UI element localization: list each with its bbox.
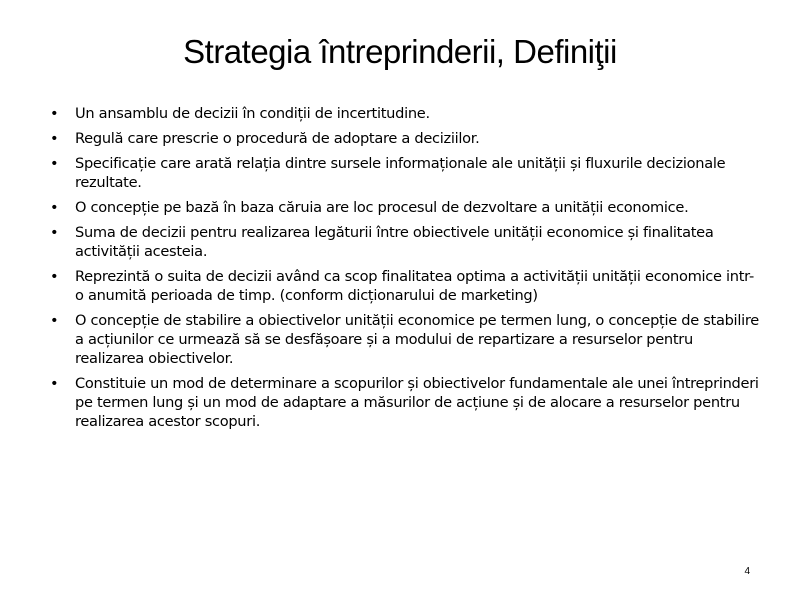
bullet-item bbox=[50, 104, 760, 123]
slide-title: Strategia întreprinderii, Definiţii bbox=[183, 33, 617, 70]
bullet-text: Reprezintă o suita de decizii având ca scop finalitatea optima a activității unității economice intr-o anumită perioada de timp. (conform dicționarului de marketing) bbox=[75, 268, 754, 304]
bullet-item bbox=[50, 198, 760, 217]
bullet-icon: • bbox=[50, 105, 59, 122]
bullet-icon: • bbox=[50, 312, 59, 329]
bullet-list bbox=[50, 104, 760, 437]
bullet-icon: • bbox=[50, 199, 59, 216]
bullet-icon: • bbox=[50, 375, 59, 392]
bullet-text: Regulă care prescrie o procedură de adoptare a deciziilor. bbox=[75, 130, 480, 147]
bullet-text: Suma de decizii pentru realizarea legăturii între obiectivele unității economice și finalitatea activității acesteia. bbox=[75, 224, 714, 260]
bullet-item bbox=[50, 267, 760, 305]
bullet-text: O concepție de stabilire a obiectivelor unității economice pe termen lung, o concepție de stabilire a acțiunilor ce urmează să se desfășoare și a modului de repartizare a resurselor pentru realizarea obiectivelor. bbox=[75, 312, 759, 367]
bullet-icon: • bbox=[50, 155, 59, 172]
bullet-text: Un ansamblu de decizii în condiții de incertitudine. bbox=[75, 105, 430, 122]
bullet-item bbox=[50, 311, 760, 368]
page-number: 4 bbox=[744, 566, 750, 577]
bullet-text: O concepție pe bază în baza căruia are loc procesul de dezvoltare a unității economice. bbox=[75, 199, 689, 216]
bullet-icon: • bbox=[50, 268, 59, 285]
bullet-text: Specificație care arată relația dintre sursele informaționale ale unității și fluxurile decizionale rezultate. bbox=[75, 155, 726, 191]
bullet-icon: • bbox=[50, 224, 59, 241]
bullet-icon: • bbox=[50, 130, 59, 147]
bullet-item bbox=[50, 223, 760, 261]
bullet-item bbox=[50, 129, 760, 148]
bullet-item bbox=[50, 154, 760, 192]
bullet-item bbox=[50, 374, 760, 431]
bullet-text: Constituie un mod de determinare a scopurilor și obiectivelor fundamentale ale unei întreprinderi pe termen lung și un mod de adaptare a măsurilor de acțiune și de alocare a resurselor pentru realizarea acestor scopuri. bbox=[75, 375, 759, 430]
